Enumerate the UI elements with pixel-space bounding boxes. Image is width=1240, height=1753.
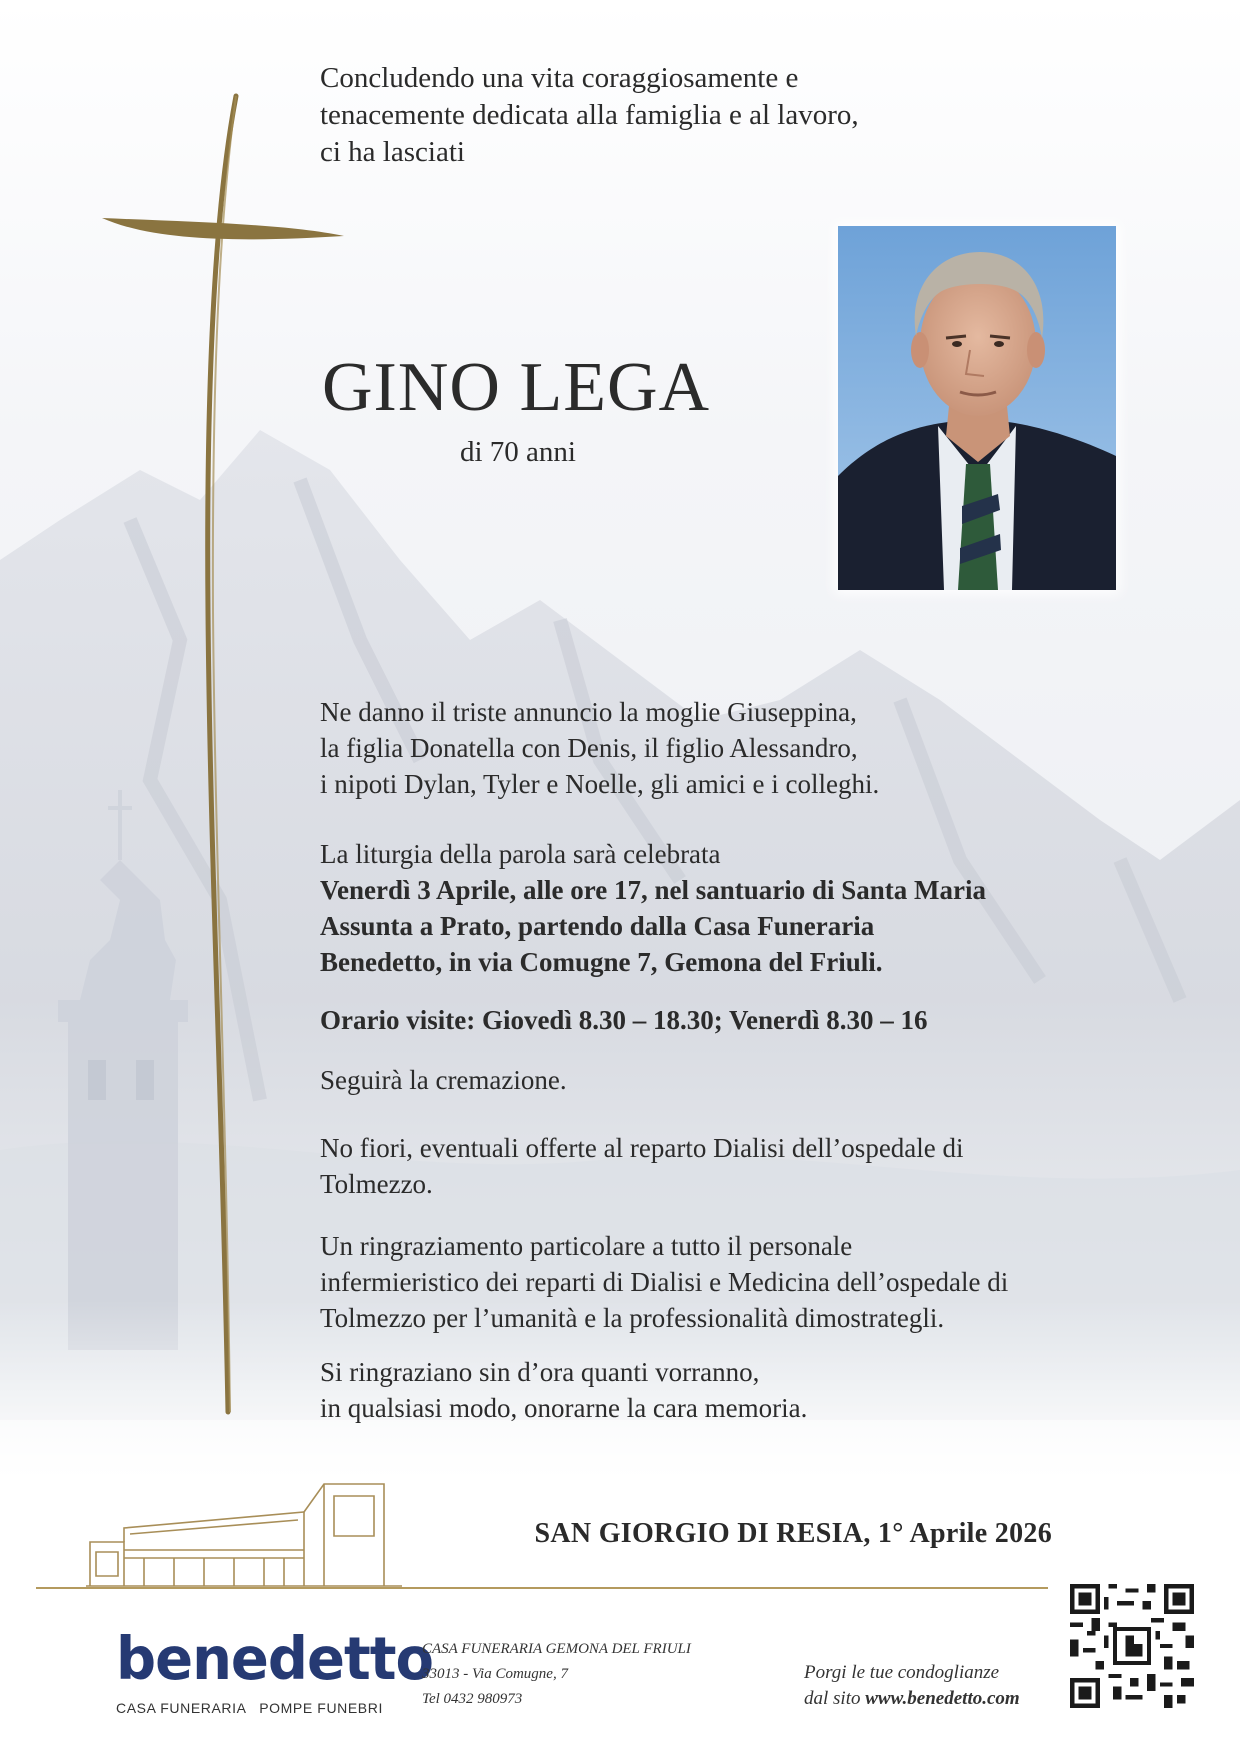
closing-line: Si ringraziano sin d’ora quanti vorranno, [320,1357,760,1387]
website-link[interactable]: www.benedetto.com [865,1688,1020,1709]
address-line: CASA FUNERARIA GEMONA DEL FRIULI [422,1641,691,1657]
portrait-photo [838,226,1116,590]
deceased-age: di 70 anni [460,436,576,468]
flowers-line: Tolmezzo. [320,1169,433,1199]
thanks-line: Un ringraziamento particolare a tutto il personale [320,1231,853,1261]
footer-divider [36,1587,1048,1589]
deceased-name: GINO LEGA [322,349,711,426]
thanks-note [320,1228,1100,1336]
logo-subtitle: CASA FUNERARIA POMPE FUNEBRI [116,1700,383,1716]
announcement-text [320,694,1100,802]
liturgy-details-line: Assunta a Prato, partendo dalla Casa Funeraria [320,911,875,941]
cremation-note: Seguirà la cremazione. [320,1065,567,1095]
announcement-line: i nipoti Dylan, Tyler e Noelle, gli amici e i colleghi. [320,769,880,799]
liturgy-details-line: Venerdì 3 Aprile, alle ore 17, nel santuario di Santa Maria [320,875,986,905]
thanks-line: Tolmezzo per l’umanità e la professionalità dimostrategli. [320,1303,945,1333]
qr-code-icon[interactable] [1070,1584,1194,1708]
building-icon [84,1476,404,1592]
benedetto-logo: benedetto [116,1625,433,1694]
closing-line: in qualsiasi modo, onorarne la cara memoria. [320,1393,808,1423]
intro-text [320,60,940,171]
intro-line: Concludendo una vita coraggiosamente e [320,62,799,94]
thanks-line: infermieristico dei reparti di Dialisi e Medicina dell’ospedale di [320,1267,1009,1297]
flowers-line: No fiori, eventuali offerte al reparto Dialisi dell’ospedale di [320,1133,964,1163]
liturgy-intro: La liturgia della parola sarà celebrata [320,839,721,869]
intro-line: tenacemente dedicata alla famiglia e al lavoro, [320,99,859,131]
condolences-line [804,1686,1020,1712]
condolences-note [804,1660,1020,1712]
cross-icon [96,92,356,1422]
liturgy-details-line: Benedetto, in via Comugne 7, Gemona del Friuli. [320,947,883,977]
announcement-line: la figlia Donatella con Denis, il figlio Alessandro, [320,733,858,763]
flowers-note [320,1130,1100,1202]
liturgy-section [320,836,1100,980]
visiting-hours: Orario visite: Giovedì 8.30 – 18.30; Venerdì 8.30 – 16 [320,1005,928,1035]
condolences-line: Porgi le tue condoglianze [804,1662,1000,1683]
address-line: Tel 0432 980973 [422,1691,523,1707]
closing-note [320,1354,1100,1426]
announcement-line: Ne danno il triste annuncio la moglie Giuseppina, [320,697,857,727]
condolences-prefix: dal sito [804,1688,866,1709]
funeral-home-address [422,1637,691,1712]
intro-line: ci ha lasciati [320,136,465,168]
address-line: 33013 - Via Comugne, 7 [422,1666,568,1682]
place-date: SAN GIORGIO DI RESIA, 1° Aprile 2026 [534,1518,1052,1549]
